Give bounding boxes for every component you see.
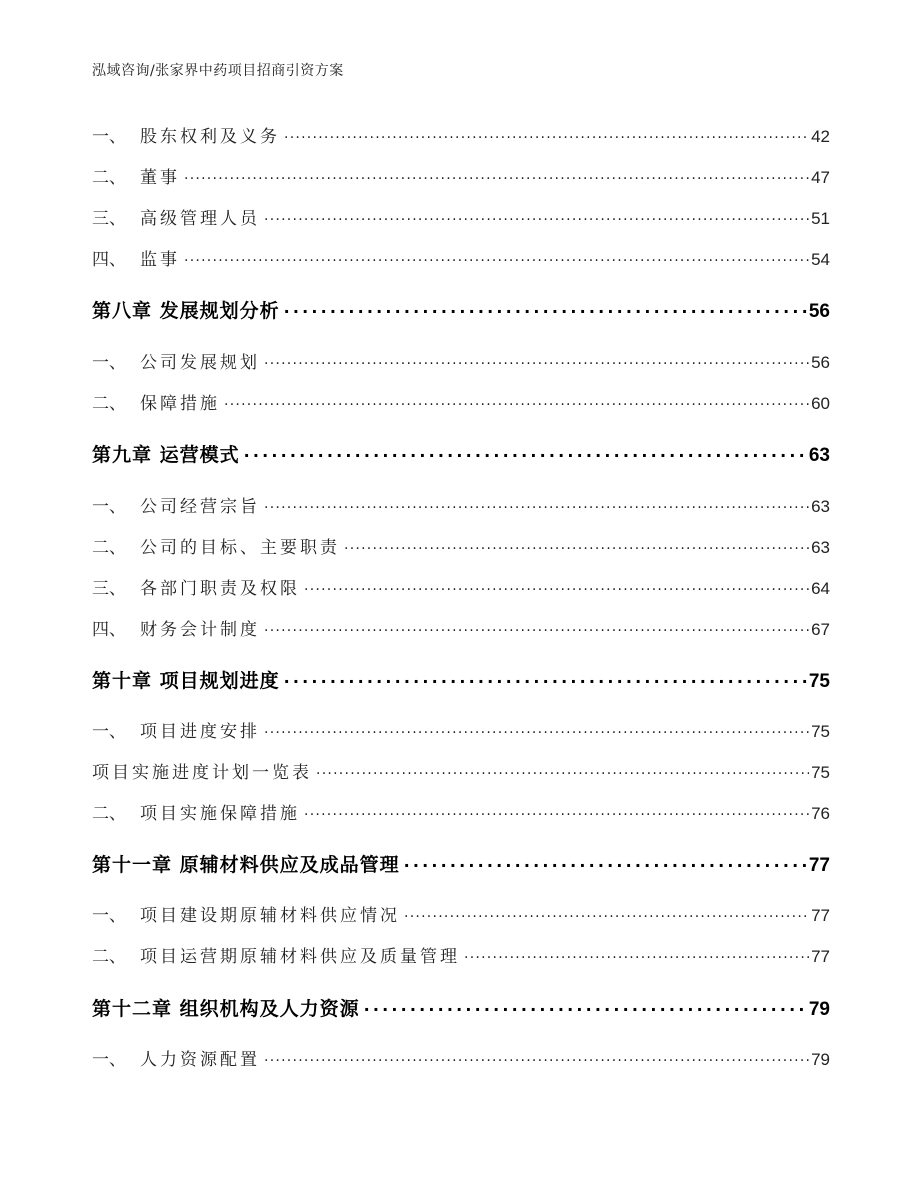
toc-entry[interactable] bbox=[92, 615, 830, 640]
toc-entry[interactable] bbox=[92, 1045, 830, 1070]
toc-chapter-title: 组织机构及人力资源 bbox=[179, 998, 360, 1020]
toc-entry-page: 47 bbox=[811, 168, 830, 187]
toc-entry-number: 三、 bbox=[92, 579, 126, 599]
toc-entry-title: 项目进度安排 bbox=[140, 722, 260, 742]
toc-entry-label bbox=[92, 942, 462, 967]
toc-entry[interactable] bbox=[92, 204, 830, 229]
toc-entry-number: 一、 bbox=[92, 906, 126, 926]
dot-leader bbox=[224, 392, 809, 409]
dot-leader bbox=[264, 1048, 809, 1065]
toc-entry-label bbox=[92, 122, 282, 147]
toc-entry-title: 高级管理人员 bbox=[140, 209, 260, 229]
toc-entry-title: 各部门职责及权限 bbox=[140, 579, 300, 599]
toc-entry-page: 77 bbox=[811, 906, 830, 925]
toc-entry-page: 77 bbox=[811, 947, 830, 966]
toc-chapter[interactable] bbox=[92, 994, 830, 1021]
toc-chapter-title: 原辅材料供应及成品管理 bbox=[179, 854, 400, 876]
toc-entry-page: 75 bbox=[811, 722, 830, 741]
dot-leader bbox=[284, 125, 809, 142]
toc-chapter-page: 75 bbox=[808, 671, 830, 692]
toc-chapter-page: 79 bbox=[808, 999, 830, 1020]
toc-entry-number: 二、 bbox=[92, 538, 126, 558]
toc-entry-title: 项目实施进度计划一览表 bbox=[92, 763, 312, 783]
toc-chapter-number: 第九章 bbox=[92, 444, 153, 466]
toc-chapter-number: 第八章 bbox=[92, 300, 153, 322]
toc-entry-title: 监事 bbox=[140, 250, 180, 270]
toc-entry-title: 董事 bbox=[140, 168, 180, 188]
toc-entry-label bbox=[92, 533, 342, 558]
toc-entry-number: 一、 bbox=[92, 1050, 126, 1070]
toc-chapter-label bbox=[92, 440, 242, 467]
toc-entry-title: 人力资源配置 bbox=[140, 1050, 260, 1070]
toc-entry-label bbox=[92, 615, 262, 640]
toc-entry-label bbox=[92, 799, 302, 824]
toc-entry-title: 财务会计制度 bbox=[140, 620, 260, 640]
toc-entry-label bbox=[92, 574, 302, 599]
toc-chapter-number: 第十二章 bbox=[92, 998, 173, 1020]
toc-entry-number: 二、 bbox=[92, 168, 126, 188]
toc-chapter[interactable] bbox=[92, 850, 830, 877]
toc-entry-page: 67 bbox=[811, 620, 830, 639]
toc-entry-page: 79 bbox=[811, 1050, 830, 1069]
toc-entry-page: 42 bbox=[811, 127, 830, 146]
toc-entry[interactable] bbox=[92, 245, 830, 270]
toc-entry-page: 75 bbox=[811, 763, 830, 782]
dot-leader bbox=[316, 761, 809, 778]
toc-entry-number: 一、 bbox=[92, 353, 126, 373]
toc-chapter-number: 第十章 bbox=[92, 670, 153, 692]
toc-entry-label bbox=[92, 901, 402, 926]
toc-entry[interactable] bbox=[92, 574, 830, 599]
toc-chapter-page: 56 bbox=[808, 301, 830, 322]
dot-leader bbox=[244, 442, 807, 461]
dot-leader bbox=[184, 248, 809, 265]
toc-entry[interactable] bbox=[92, 163, 830, 188]
toc-chapter-label bbox=[92, 296, 282, 323]
toc-entry-number: 二、 bbox=[92, 804, 126, 824]
toc-entry-number: 四、 bbox=[92, 250, 126, 270]
toc-entry-title: 项目实施保障措施 bbox=[140, 804, 300, 824]
toc-entry[interactable] bbox=[92, 901, 830, 926]
toc-chapter-label bbox=[92, 994, 362, 1021]
toc-chapter-label bbox=[92, 666, 282, 693]
toc-entry[interactable] bbox=[92, 348, 830, 373]
toc-entry-page: 76 bbox=[811, 804, 830, 823]
toc-chapter[interactable] bbox=[92, 666, 830, 693]
page-header: 泓域咨询/张家界中药项目招商引资方案 bbox=[92, 63, 344, 79]
toc-entry-label bbox=[92, 1045, 262, 1070]
toc-entry[interactable] bbox=[92, 492, 830, 517]
dot-leader bbox=[284, 668, 807, 687]
toc-chapter[interactable] bbox=[92, 296, 830, 323]
toc-entry[interactable] bbox=[92, 533, 830, 558]
toc-entry[interactable] bbox=[92, 758, 830, 783]
toc-entry-title: 公司的目标、主要职责 bbox=[140, 538, 340, 558]
toc-entry-page: 64 bbox=[811, 579, 830, 598]
toc-entry-page: 60 bbox=[811, 394, 830, 413]
toc-entry[interactable] bbox=[92, 717, 830, 742]
toc-entry-title: 项目建设期原辅材料供应情况 bbox=[140, 906, 400, 926]
toc-entry-label bbox=[92, 717, 262, 742]
toc-entry-number: 四、 bbox=[92, 620, 126, 640]
toc-chapter[interactable] bbox=[92, 440, 830, 467]
dot-leader bbox=[264, 207, 809, 224]
dot-leader bbox=[264, 495, 809, 512]
toc-entry-page: 51 bbox=[811, 209, 830, 228]
toc-entry-number: 二、 bbox=[92, 947, 126, 967]
dot-leader bbox=[184, 166, 809, 183]
toc-chapter-page: 77 bbox=[808, 855, 830, 876]
toc-chapter-title: 运营模式 bbox=[159, 444, 240, 466]
toc-entry-label bbox=[92, 492, 262, 517]
toc-entry-title: 公司经营宗旨 bbox=[140, 497, 260, 517]
dot-leader bbox=[284, 298, 807, 317]
toc-entry-number: 一、 bbox=[92, 497, 126, 517]
dot-leader bbox=[344, 536, 809, 553]
dot-leader bbox=[404, 904, 809, 921]
toc-entry-page: 56 bbox=[811, 353, 830, 372]
toc-entry-number: 三、 bbox=[92, 209, 126, 229]
toc-entry[interactable] bbox=[92, 799, 830, 824]
toc-entry-number: 一、 bbox=[92, 127, 126, 147]
toc-entry-label bbox=[92, 389, 222, 414]
toc-entry-page: 63 bbox=[811, 497, 830, 516]
toc-entry-title: 股东权利及义务 bbox=[140, 127, 280, 147]
toc-entry[interactable] bbox=[92, 389, 830, 414]
toc-entry-title: 项目运营期原辅材料供应及质量管理 bbox=[140, 947, 460, 967]
toc-entry-number: 一、 bbox=[92, 722, 126, 742]
dot-leader bbox=[404, 852, 807, 871]
dot-leader bbox=[264, 618, 809, 635]
dot-leader bbox=[304, 802, 809, 819]
dot-leader bbox=[364, 996, 807, 1015]
toc-entry-number: 二、 bbox=[92, 394, 126, 414]
toc-entry-title: 公司发展规划 bbox=[140, 353, 260, 373]
toc-chapter-label bbox=[92, 850, 402, 877]
dot-leader bbox=[264, 720, 809, 737]
dot-leader bbox=[464, 945, 809, 962]
dot-leader bbox=[304, 577, 809, 594]
toc-chapter-title: 发展规划分析 bbox=[159, 300, 280, 322]
toc-chapter-title: 项目规划进度 bbox=[159, 670, 280, 692]
toc-entry-page: 54 bbox=[811, 250, 830, 269]
toc-chapter-page: 63 bbox=[808, 445, 830, 466]
toc-entry-label bbox=[92, 245, 182, 270]
toc-entry-page: 63 bbox=[811, 538, 830, 557]
toc-entry[interactable] bbox=[92, 942, 830, 967]
dot-leader bbox=[264, 351, 809, 368]
toc-entry[interactable] bbox=[92, 122, 830, 147]
toc-entry-label bbox=[92, 204, 262, 229]
toc-chapter-number: 第十一章 bbox=[92, 854, 173, 876]
toc-entry-title: 保障措施 bbox=[140, 394, 220, 414]
toc-entry-label bbox=[92, 163, 182, 188]
toc-entry-label bbox=[92, 348, 262, 373]
